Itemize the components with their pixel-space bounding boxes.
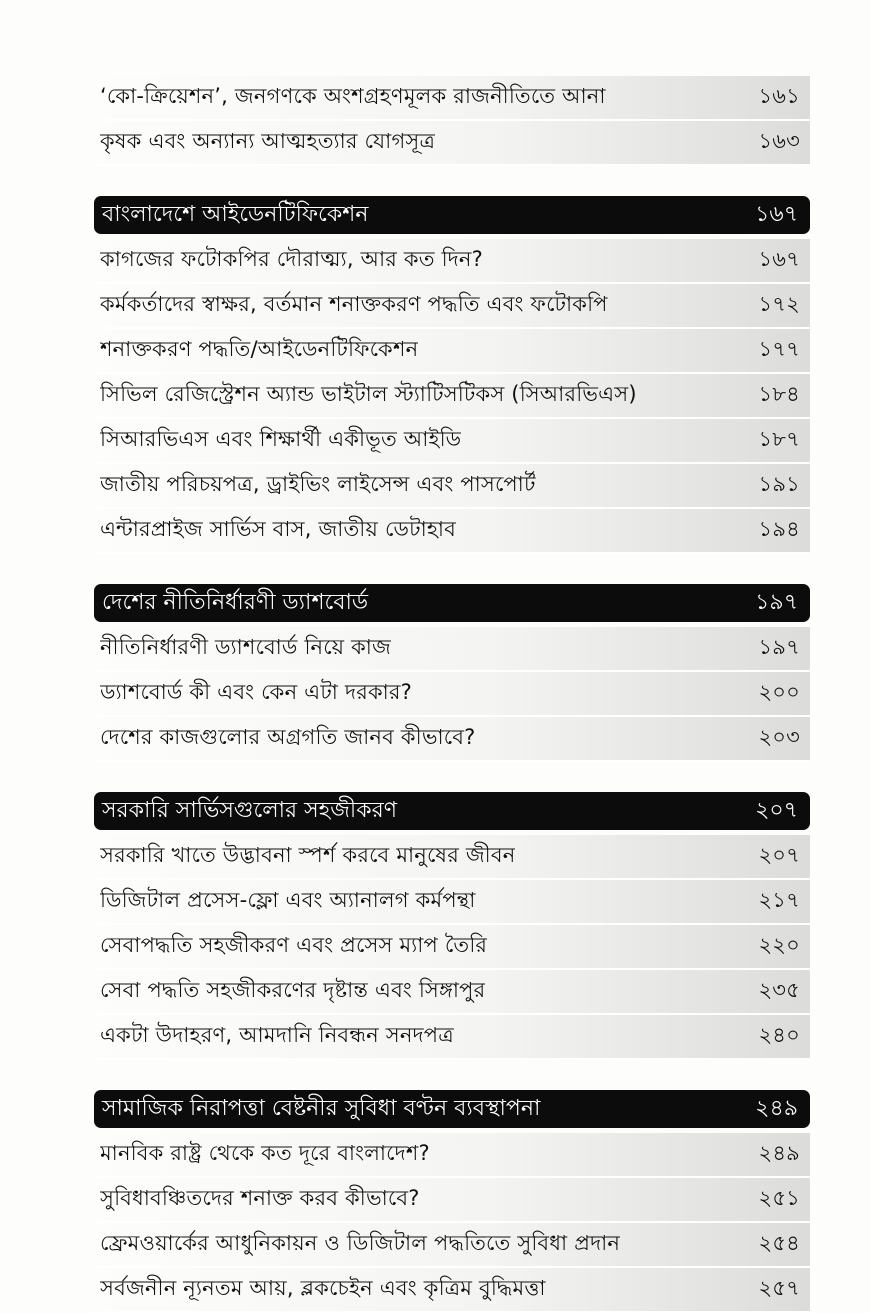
- toc-entry-page: ২১৭: [758, 888, 800, 912]
- toc-entry[interactable]: [94, 329, 810, 374]
- toc-entry-title: এন্টারপ্রাইজ সার্ভিস বাস, জাতীয় ডেটাহাব: [100, 517, 457, 541]
- toc-entry-page: ২৪০: [758, 1023, 800, 1047]
- section-heading-title: বাংলাদেশে আইডেনটিফিকেশন: [102, 201, 369, 227]
- toc-entry[interactable]: [94, 239, 810, 284]
- toc-entry-title: ফ্রেমওয়ার্কের আধুনিকায়ন ও ডিজিটাল পদ্ধতিতে সুবিধা প্রদান: [100, 1231, 621, 1255]
- toc-entry-title: সেবা পদ্ধতি সহজীকরণের দৃষ্টান্ত এবং সিঙ্গাপুর: [100, 978, 486, 1002]
- toc-entry[interactable]: [94, 925, 810, 970]
- toc-entry-page: ১৬৭: [758, 247, 800, 271]
- section-heading[interactable]: [94, 792, 810, 830]
- toc-entry-title: ড্যাশবোর্ড কী এবং কেন এটা দরকার?: [100, 680, 413, 704]
- toc-entry-title: ডিজিটাল প্রসেস-ফ্লো এবং অ্যানালগ কর্মপন্থা: [100, 888, 476, 912]
- section-heading[interactable]: [94, 584, 810, 622]
- toc-entry[interactable]: [94, 1223, 810, 1268]
- toc-entry[interactable]: [94, 1015, 810, 1060]
- toc-entry-page: ১৯১: [758, 472, 800, 496]
- toc-entry-page: ২০৭: [758, 843, 800, 867]
- toc-entry-title: মানবিক রাষ্ট্র থেকে কত দূরে বাংলাদেশ?: [100, 1141, 430, 1165]
- toc-entry-title: একটা উদাহরণ, আমদানি নিবন্ধন সনদপত্র: [100, 1023, 454, 1047]
- toc-entry-title: জাতীয় পরিচয়পত্র, ড্রাইভিং লাইসেন্স এবং পাসপোর্ট: [100, 472, 536, 496]
- section-heading-title: সরকারি সার্ভিসগুলোর সহজীকরণ: [102, 797, 398, 823]
- toc-entry-title: কৃষক এবং অন্যান্য আত্মহত্যার যোগসূত্র: [100, 129, 436, 153]
- section-heading-page: ১৯৭: [755, 589, 798, 615]
- section-heading-title: সামাজিক নিরাপত্তা বেষ্টনীর সুবিধা বণ্টন ব্যবস্থাপনা: [102, 1095, 541, 1121]
- section-heading-page: ১৬৭: [755, 201, 798, 227]
- toc-section: [94, 76, 810, 166]
- toc-section: [94, 1090, 810, 1313]
- section-heading-title: দেশের নীতিনির্ধারণী ড্যাশবোর্ড: [102, 589, 369, 615]
- toc-entry-title: সরকারি খাতে উদ্ভাবনা স্পর্শ করবে মানুষের জীবন: [100, 843, 516, 867]
- section-heading-page: ২৪৯: [755, 1095, 798, 1121]
- toc-entry-title: সিআরভিএস এবং শিক্ষার্থী একীভূত আইডি: [100, 427, 462, 451]
- table-of-contents: [94, 76, 810, 1313]
- toc-entry[interactable]: [94, 1268, 810, 1313]
- toc-entry-title: ‘কো-ক্রিয়েশন’, জনগণকে অংশগ্রহণমূলক রাজনীতিতে আনা: [100, 84, 606, 108]
- toc-entry[interactable]: [94, 121, 810, 166]
- toc-entry[interactable]: [94, 419, 810, 464]
- toc-entry[interactable]: [94, 880, 810, 925]
- toc-entry-page: ২০০: [758, 680, 800, 704]
- toc-entry[interactable]: [94, 284, 810, 329]
- toc-section: [94, 584, 810, 762]
- toc-section: [94, 196, 810, 554]
- toc-entry[interactable]: [94, 627, 810, 672]
- toc-entry-page: ২৩৫: [758, 978, 800, 1002]
- toc-entry-page: ১৯৪: [758, 517, 800, 541]
- toc-entry-title: সেবাপদ্ধতি সহজীকরণ এবং প্রসেস ম্যাপ তৈরি: [100, 933, 488, 957]
- toc-section: [94, 792, 810, 1060]
- toc-entry-page: ১৬১: [758, 84, 800, 108]
- toc-entry-page: ২৫১: [758, 1186, 800, 1210]
- toc-entry[interactable]: [94, 76, 810, 121]
- toc-entry-page: ১৭৭: [758, 337, 800, 361]
- toc-entry-title: দেশের কাজগুলোর অগ্রগতি জানব কীভাবে?: [100, 725, 476, 749]
- toc-entry[interactable]: [94, 672, 810, 717]
- toc-entry-title: নীতিনির্ধারণী ড্যাশবোর্ড নিয়ে কাজ: [100, 635, 392, 659]
- toc-entry-title: সুবিধাবঞ্চিতদের শনাক্ত করব কীভাবে?: [100, 1186, 420, 1210]
- toc-entry-page: ২০৩: [758, 725, 800, 749]
- toc-entry[interactable]: [94, 464, 810, 509]
- toc-entry-title: কর্মকর্তাদের স্বাক্ষর, বর্তমান শনাক্তকরণ পদ্ধতি এবং ফটোকপি: [100, 292, 608, 316]
- toc-entry-page: ২৪৯: [758, 1141, 800, 1165]
- toc-entry[interactable]: [94, 374, 810, 419]
- section-heading-page: ২০৭: [755, 797, 798, 823]
- toc-entry-page: ১৯৭: [758, 635, 800, 659]
- toc-entry[interactable]: [94, 835, 810, 880]
- section-heading[interactable]: [94, 1090, 810, 1128]
- toc-entry[interactable]: [94, 717, 810, 762]
- toc-entry-page: ১৮৪: [758, 382, 800, 406]
- toc-entry[interactable]: [94, 970, 810, 1015]
- toc-entry-title: শনাক্তকরণ পদ্ধতি/আইডেনটিফিকেশন: [100, 337, 419, 361]
- toc-entry-page: ১৮৭: [758, 427, 800, 451]
- toc-entry-page: ২৫৪: [758, 1231, 800, 1255]
- toc-entry-page: ১৭২: [758, 292, 800, 316]
- toc-entry[interactable]: [94, 509, 810, 554]
- toc-entry[interactable]: [94, 1178, 810, 1223]
- toc-entry-page: ২২০: [758, 933, 800, 957]
- toc-entry-page: ২৫৭: [758, 1276, 800, 1300]
- toc-entry-title: কাগজের ফটোকপির দৌরাত্ম্য, আর কত দিন?: [100, 247, 483, 271]
- toc-entry-title: সর্বজনীন ন্যূনতম আয়, ব্লকচেইন এবং কৃত্রিম বুদ্ধিমত্তা: [100, 1276, 546, 1300]
- toc-entry[interactable]: [94, 1133, 810, 1178]
- toc-entry-title: সিভিল রেজিস্ট্রেশন অ্যান্ড ভাইটাল স্ট্যাটিসটিকস (সিআরভিএস): [100, 382, 637, 406]
- toc-entry-page: ১৬৩: [758, 129, 800, 153]
- section-heading[interactable]: [94, 196, 810, 234]
